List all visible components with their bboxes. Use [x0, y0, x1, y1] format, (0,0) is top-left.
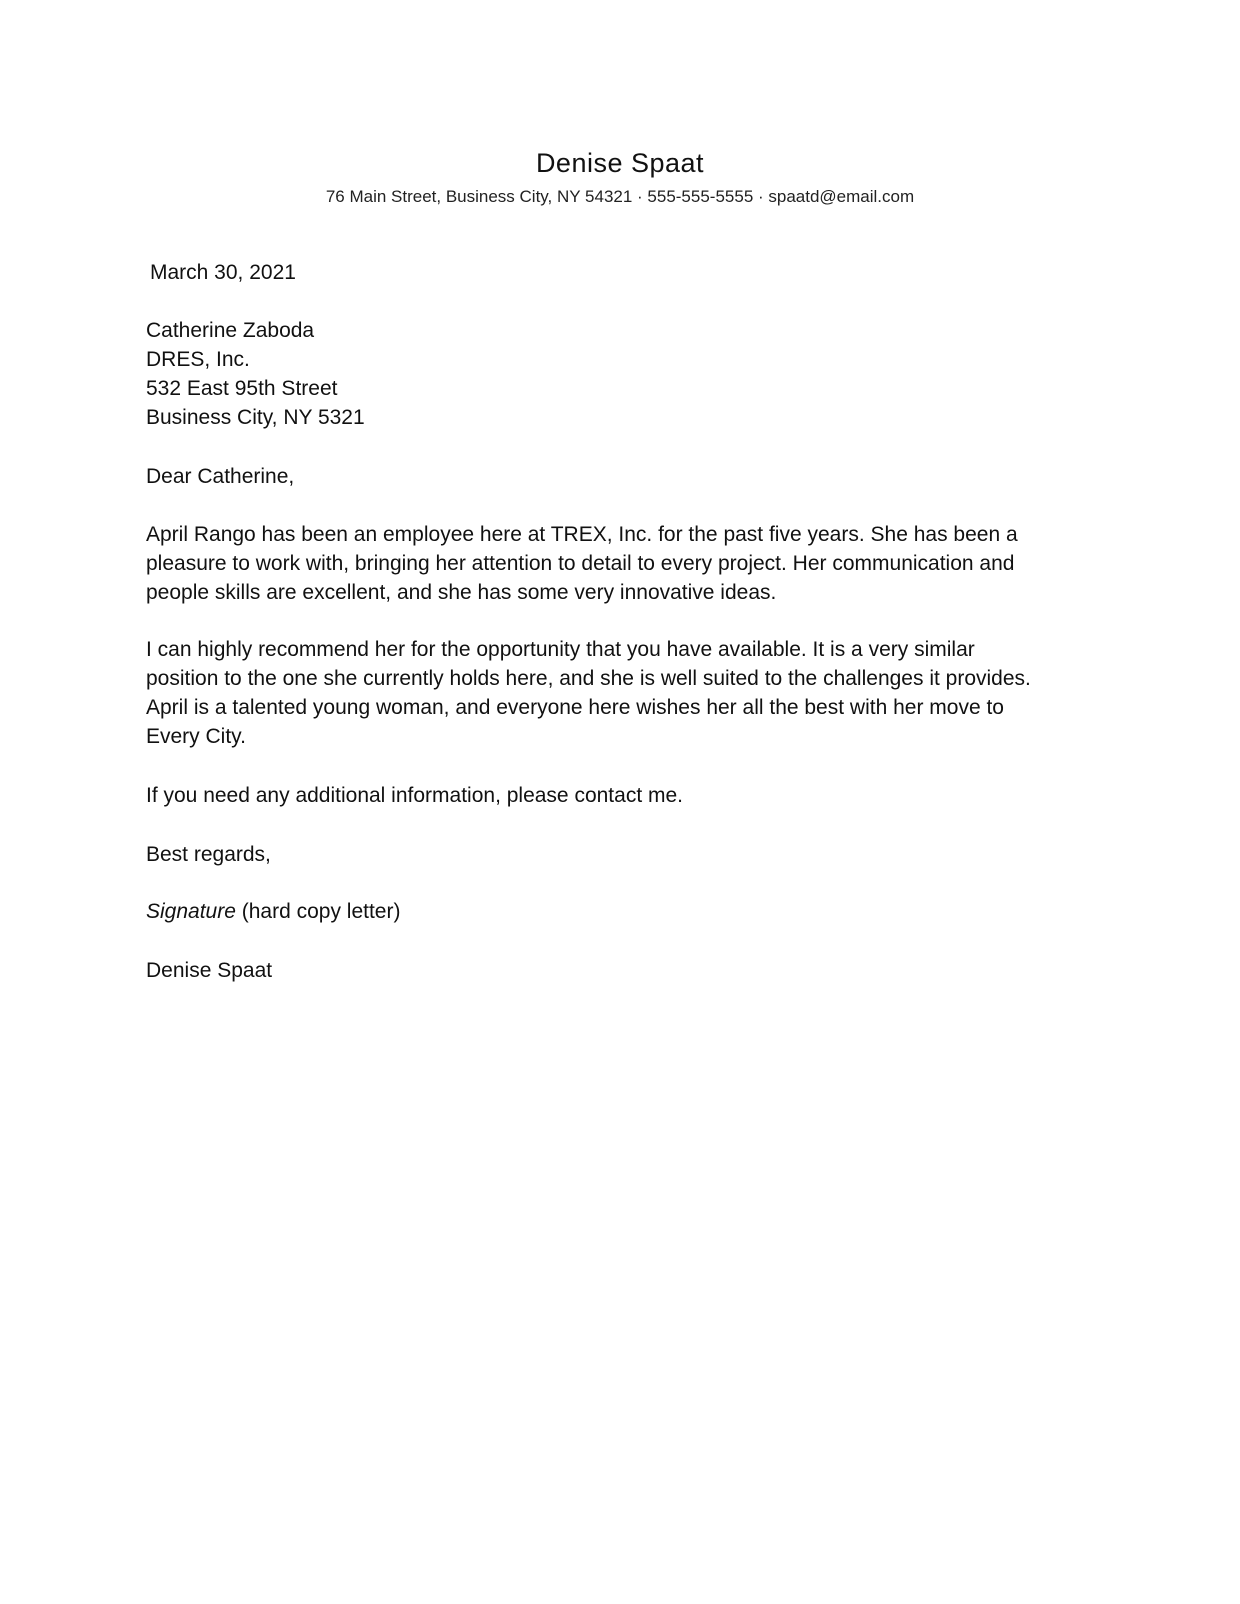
- paragraph-line: April Rango has been an employee here at TREX, Inc. for the past five years. She has been a: [146, 523, 1018, 546]
- recipient-address: [146, 316, 1096, 432]
- signature-line: [146, 897, 1096, 926]
- letter-date: March 30, 2021: [150, 261, 296, 284]
- paragraph-line: Every City.: [146, 725, 246, 748]
- signature-label: Signature: [146, 900, 236, 923]
- letterhead-contact: 76 Main Street, Business City, NY 54321 · 555-555-5555 · spaatd@email.com: [325, 187, 915, 206]
- paragraph-line: I can highly recommend her for the opportunity that you have available. It is a very similar: [146, 638, 975, 661]
- body-paragraph-3: If you need any additional information, please contact me.: [146, 784, 683, 807]
- paragraph-line: April is a talented young woman, and everyone here wishes her all the best with her move to: [146, 696, 1004, 719]
- recipient-company: DRES, Inc.: [146, 348, 250, 371]
- body-paragraph-1: [146, 520, 1096, 607]
- closing: Best regards,: [146, 843, 271, 866]
- recipient-city: Business City, NY 5321: [146, 406, 365, 429]
- paragraph-line: position to the one she currently holds here, and she is well suited to the challenges it provides.: [146, 667, 1031, 690]
- recipient-name: Catherine Zaboda: [146, 319, 315, 342]
- letterhead-name: Denise Spaat: [535, 148, 705, 178]
- signature-note: (hard copy letter): [235, 900, 401, 923]
- paragraph-line: pleasure to work with, bringing her attention to detail to every project. Her communication and: [146, 552, 1015, 575]
- signer-name: Denise Spaat: [146, 959, 273, 982]
- body-paragraph-2: [146, 635, 1096, 751]
- salutation: Dear Catherine,: [146, 465, 295, 488]
- paragraph-line: people skills are excellent, and she has some very innovative ideas.: [146, 581, 777, 604]
- recipient-street: 532 East 95th Street: [146, 377, 338, 400]
